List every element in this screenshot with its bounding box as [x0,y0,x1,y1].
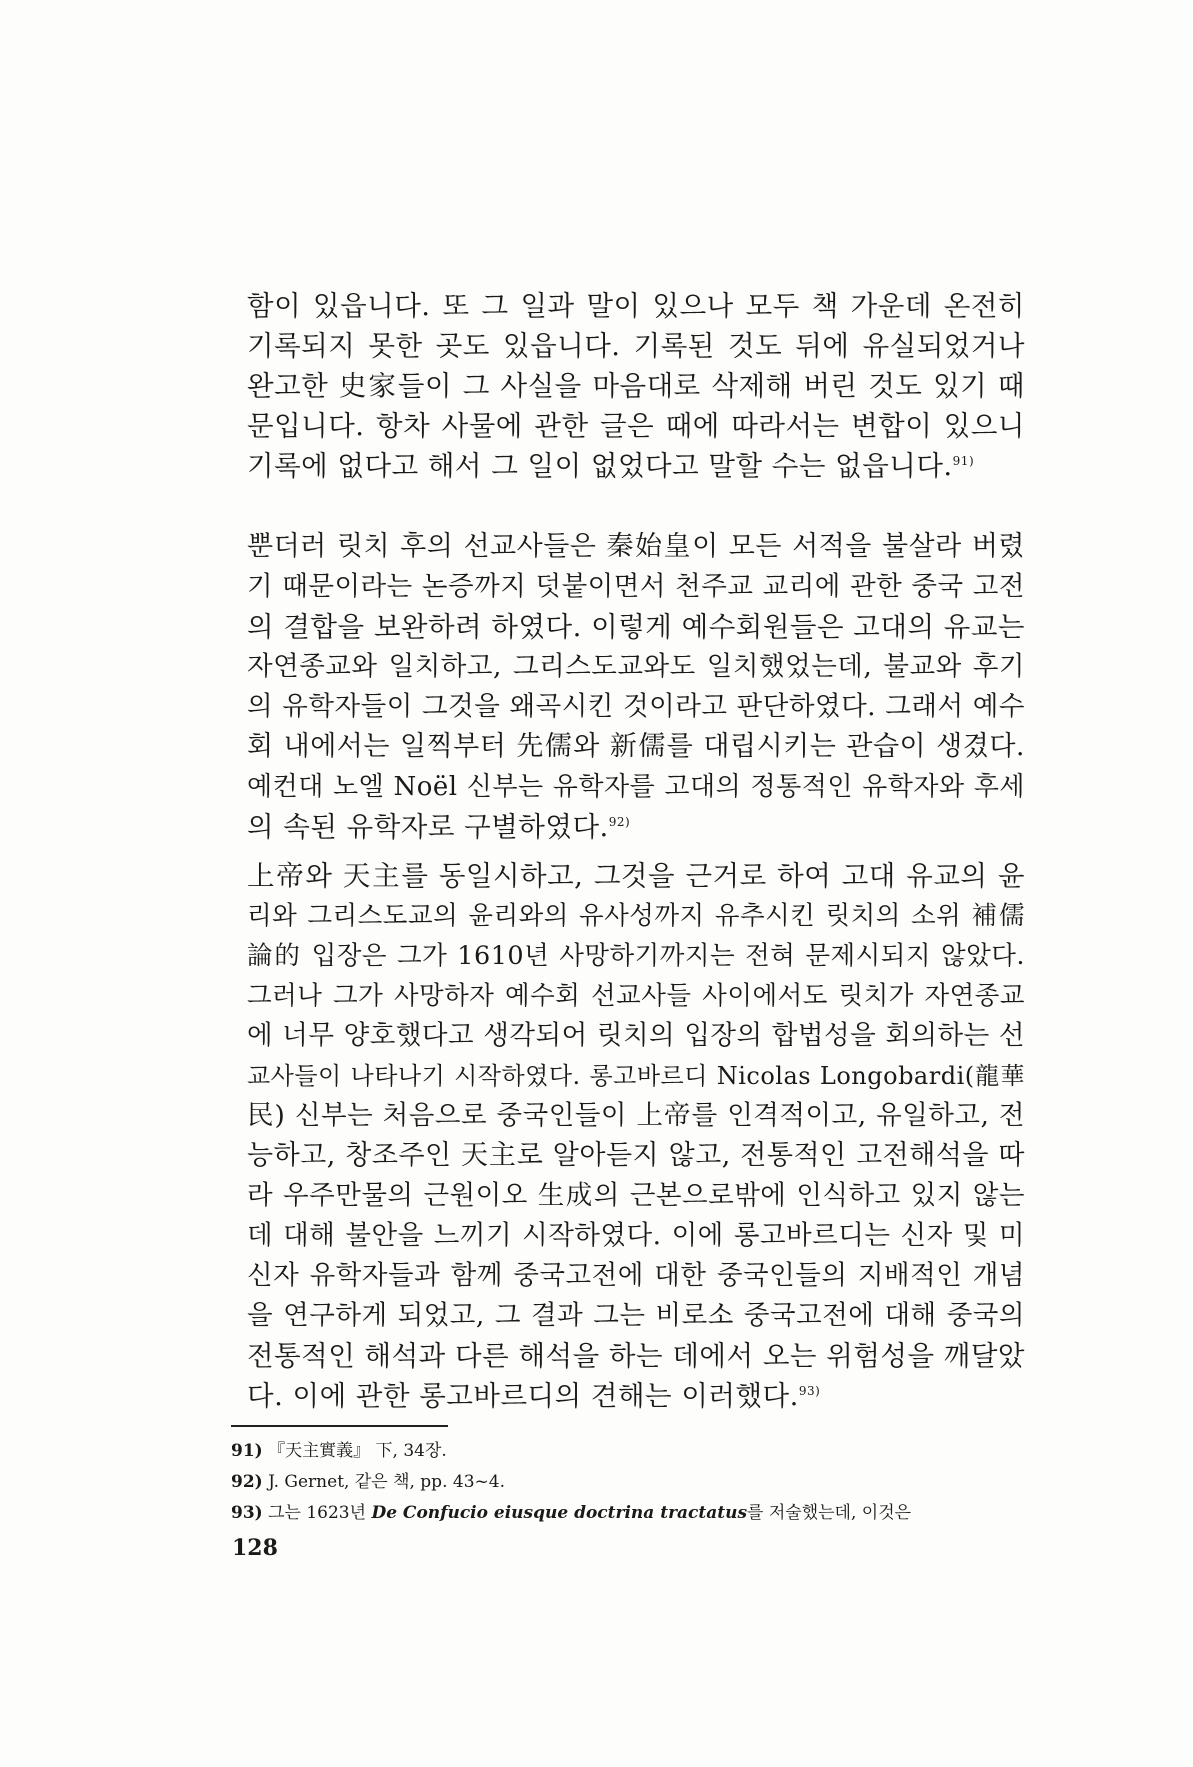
text-line-last [247,807,1025,847]
footnote-92 [231,1467,1026,1498]
text-line-content: 기록에 없다고 해서 그 일이 없었다고 말할 수는 없읍니다. [247,450,953,482]
text-line: 예컨대 노엘 Noël 신부는 유학자를 고대의 정통적인 유학자와 후세 [247,772,1025,802]
footnote-divider [231,1425,448,1427]
text-line: 데 대해 불안을 느끼기 시작하였다. 이에 롱고바르디는 신자 및 미 [247,1220,1025,1251]
footnote-91 [231,1436,1026,1467]
footnote-book-title: De Confucio eiusque doctrina tractatus [371,1503,748,1523]
footnote-text: J. Gernet, 같은 책, pp. 43~4. [268,1472,505,1492]
text-line: 리와 그리스도교의 윤리와의 유사성까지 유추시킨 릿치의 소위 補儒 [247,901,1025,931]
text-line: 論的 입장은 그가 1610년 사망하기까지는 전혀 문제시되지 않았다. [247,941,1025,971]
text-line: 上帝와 天主를 동일시하고, 그것을 근거로 하여 고대 유교의 윤 [247,860,1025,892]
text-line-content: 의 속된 유학자로 구별하였다. [247,811,609,843]
text-line: 문입니다. 항차 사물에 관한 글은 때에 따라서는 변합이 있으니 [247,410,1025,442]
text-line: 완고한 史家들이 그 사실을 마음대로 삭제해 버린 것도 있기 때 [247,370,1025,402]
text-line: 능하고, 창조주인 天主로 알아듣지 않고, 전통적인 고전해석을 따 [247,1140,1025,1171]
footnote-number: 93) [231,1503,263,1523]
text-line: 의 결합을 보완하려 하였다. 이렇게 예수회원들은 고대의 유교는 [247,611,1025,643]
text-line: 회 내에서는 일찍부터 先儒와 新儒를 대립시키는 관습이 생겼다. [247,731,1025,762]
footnote-ref: 93) [798,1383,821,1398]
footnote-number: 91) [231,1441,263,1461]
text-line: 을 연구하게 되었고, 그 결과 그는 비로소 중국고전에 대해 중국의 [247,1300,1025,1331]
page-number: 128 [232,1535,278,1561]
footnote-number: 92) [231,1472,263,1492]
footnote-93 [231,1498,1026,1529]
text-line: 자연종교와 일치하고, 그리스도교와도 일치했었는데, 불교와 후기 [247,651,1025,682]
footnotes [231,1436,1026,1529]
paragraph-2 [247,527,1025,847]
footnote-ref: 91) [952,453,975,468]
text-line-last [247,1376,1025,1416]
paragraph-3 [247,856,1025,1416]
text-line: 기 때문이라는 논증까지 덧붙이면서 천주교 교리에 관한 중국 고전 [247,571,1025,602]
text-line: 에 너무 양호했다고 생각되어 릿치의 입장의 합법성을 회의하는 선 [247,1020,1025,1051]
footnote-text: 『天主實義』 下, 34장. [268,1441,447,1461]
text-line: 신자 유학자들과 함께 중국고전에 대한 중국인들의 지배적인 개념 [247,1260,1025,1291]
text-line: 그러나 그가 사망하자 예수회 선교사들 사이에서도 릿치가 자연종교 [247,981,1025,1011]
footnote-text-post: 를 저술했는데, 이것은 [747,1503,912,1523]
paragraph-1 [247,286,1025,486]
footnote-ref: 92) [608,814,631,829]
text-line-last [247,446,1025,486]
text-line: 교사들이 나타나기 시작하였다. 롱고바르디 Nicolas Longobardi(龍華 [247,1062,1025,1090]
text-line-content: 다. 이에 관한 롱고바르디의 견해는 이러했다. [247,1380,799,1412]
text-line: 뿐더러 릿치 후의 선교사들은 秦始皇이 모든 서적을 불살라 버렸 [247,531,1025,562]
text-line: 함이 있읍니다. 또 그 일과 말이 있으나 모두 책 가운데 온전히 [247,290,1025,322]
text-line: 전통적인 해석과 다른 해석을 하는 데에서 오는 위험성을 깨달았 [247,1340,1025,1372]
text-line: 의 유학자들이 그것을 왜곡시킨 것이라고 판단하였다. 그래서 예수 [247,691,1025,722]
text-line: 民) 신부는 처음으로 중국인들이 上帝를 인격적이고, 유일하고, 전 [247,1100,1025,1131]
text-line: 라 우주만물의 근원이오 生成의 근본으로밖에 인식하고 있지 않는 [247,1180,1025,1211]
text-line: 기록되지 못한 곳도 있읍니다. 기록된 것도 뒤에 유실되었거나 [247,330,1025,362]
footnote-text-pre: 그는 1623년 [268,1503,372,1523]
